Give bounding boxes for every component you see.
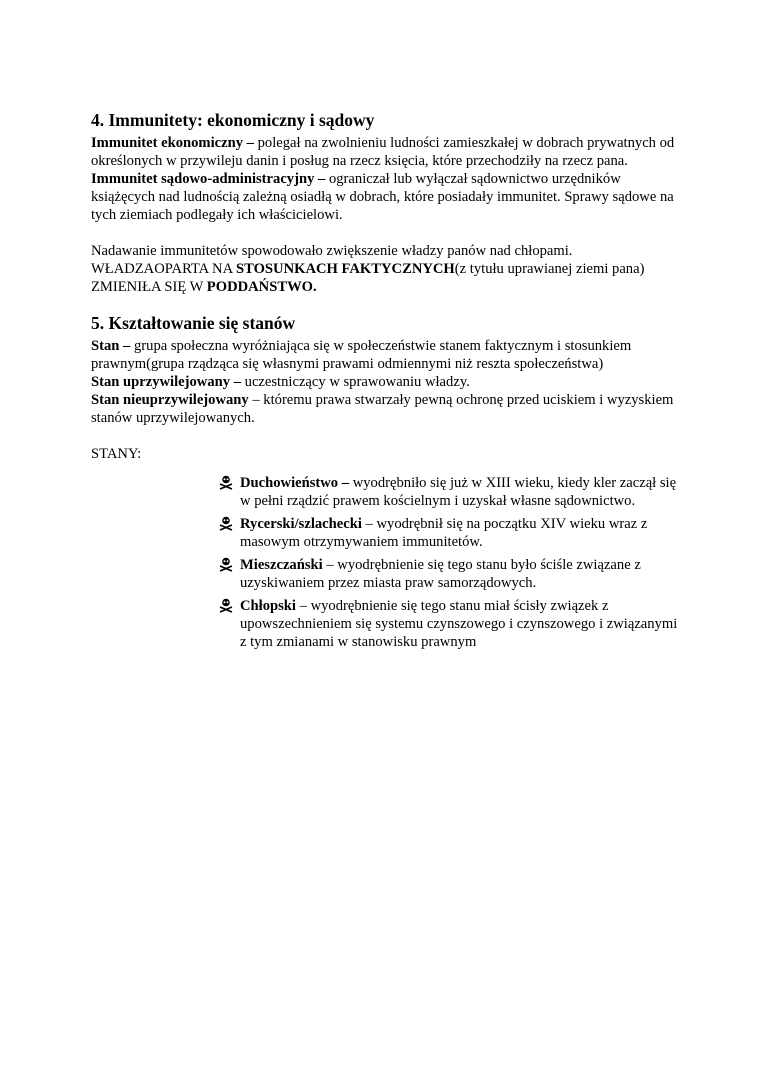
- section4-heading: 4. Immunitety: ekonomiczny i sądowy: [91, 110, 375, 130]
- definition: – któremu prawa stwarzały pewną ochronę przed uciskiem i wyzyskiem stanów uprzywilejowanych.: [91, 392, 674, 426]
- definition: grupa społeczna wyróżniająca się w społeczeństwie stanem faktycznym i stosunkiem prawnym(grupa rządząca się własnymi prawami odmiennymi niż reszta społeczeństwa): [91, 338, 632, 372]
- skull-crossbones-icon: [219, 516, 233, 531]
- stan-name: Mieszczański: [240, 557, 323, 573]
- text: Nadawanie immunitetów spowodowało zwiększenie władzy panów nad chłopami. WŁADZAOPARTA NA: [91, 243, 573, 277]
- term: Immunitet sądowo-administracyjny –: [91, 171, 326, 187]
- stan-name: Chłopski: [240, 598, 296, 614]
- term: Stan nieuprzywilejowany: [91, 392, 249, 408]
- stan-name: Rycerski/szlachecki: [240, 516, 362, 532]
- stany-list: [219, 474, 681, 656]
- term: Stan –: [91, 338, 131, 354]
- stan-definition: [91, 337, 681, 373]
- skull-crossbones-icon: [219, 475, 233, 490]
- term: Stan uprzywilejowany –: [91, 374, 241, 390]
- stan-description: – wyodrębnienie się tego stanu miał ścisły związek z upowszechnieniem się systemu czynszowego i czynszowego i związanymi z tym zmianami w stanowisku prawnym: [240, 598, 678, 650]
- list-item: [219, 515, 681, 551]
- definition: ograniczał lub wyłączał sądownictwo urzędników książęcych nad ludnością zależną osiadłą w dobrach, które posiadały immunitet. Sprawy sądowe na tych ziemiach podlegały ich właścicielowi.: [91, 171, 674, 223]
- definition: polegał na zwolnieniu ludności zamieszkałej w dobrach prywatnych od określonych w przywileju danin i posług na rzecz księcia, które przechodziły na rzecz pana.: [91, 135, 675, 169]
- list-item: [219, 474, 681, 510]
- immunitet-sadowy-paragraph: [91, 170, 681, 224]
- immunitet-ekonomiczny-paragraph: [91, 134, 681, 170]
- bold-text: STOSUNKACH FAKTYCZNYCH: [235, 261, 455, 277]
- skull-crossbones-icon: [219, 598, 233, 613]
- nadawanie-paragraph: [91, 242, 681, 296]
- section5-heading: 5. Kształtowanie się stanów: [91, 313, 296, 333]
- list-item: [219, 556, 681, 592]
- stan-description: – wyodrębnił się na początku XIV wieku wraz z masowym otrzymywaniem immunitetów.: [240, 516, 648, 550]
- text: (z tytułu uprawianej ziemi pana) ZMIENIŁA SIĘ W: [91, 261, 645, 295]
- stan-description: wyodrębniło się już w XIII wieku, kiedy kler zaczął się w pełni rządzić prawem kościelnym i uzyskał własne sądownictwo.: [240, 475, 677, 509]
- list-item: [219, 597, 681, 651]
- skull-crossbones-icon: [219, 557, 233, 572]
- stany-label: STANY:: [91, 446, 142, 462]
- stan-uprzywilejowany-definition: [91, 373, 681, 391]
- stan-name: Duchowieństwo –: [240, 475, 350, 491]
- bold-text: PODDAŃSTWO.: [206, 279, 317, 295]
- document-page: [91, 109, 681, 650]
- term: Immunitet ekonomiczny –: [91, 135, 254, 151]
- stan-nieuprzywilejowany-definition: [91, 391, 681, 427]
- stan-description: – wyodrębnienie się tego stanu było ściśle związane z uzyskiwaniem przez miasta praw samorządowych.: [240, 557, 641, 591]
- definition: uczestniczący w sprawowaniu władzy.: [241, 374, 470, 390]
